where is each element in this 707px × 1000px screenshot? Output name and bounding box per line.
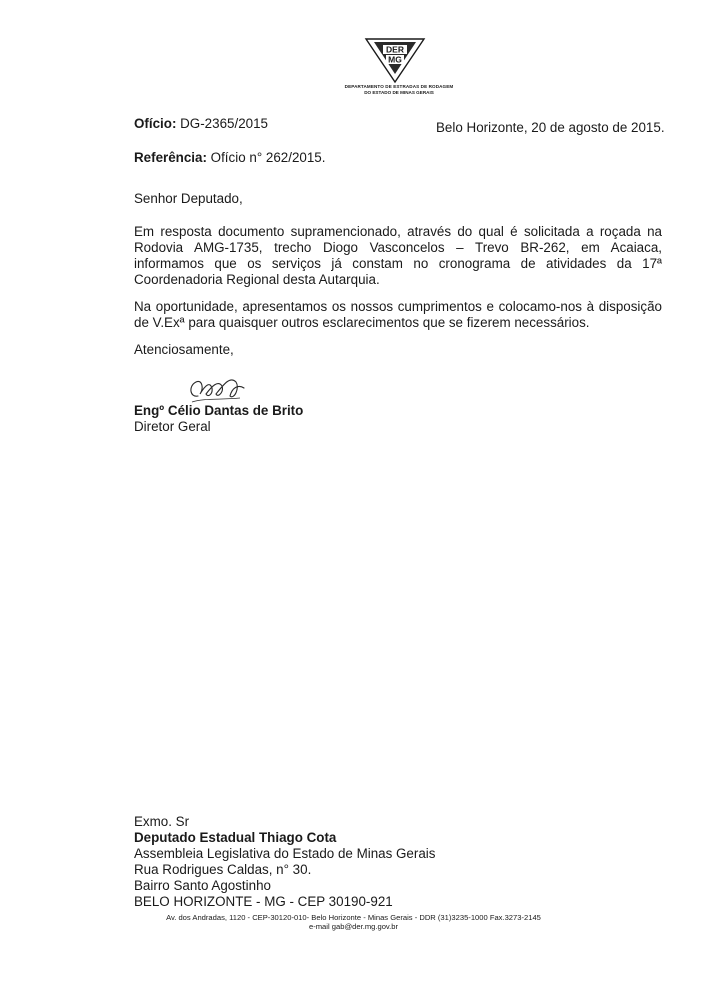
paragraph-2 <box>134 299 662 331</box>
footer-email: e-mail gab@der.mg.gov.br <box>308 922 399 931</box>
paragraph-1-line: informamos que os serviços já constam no cronograma de atividades da 17ª <box>134 256 662 271</box>
oficio-line <box>134 116 268 132</box>
salutation: Senhor Deputado, <box>134 191 243 206</box>
signatory-name: Engº Célio Dantas de Brito <box>134 403 304 418</box>
recipient-name: Deputado Estadual Thiago Cota <box>134 830 337 845</box>
recipient-institution: Assembleia Legislativa do Estado de Minas Gerais <box>134 846 436 861</box>
der-mg-logo <box>340 38 458 98</box>
referencia-line <box>134 150 325 166</box>
logo-mark-der: DER <box>386 44 404 55</box>
oficio-label: Ofício: <box>134 116 177 131</box>
oficio-value: DG-2365/2015 <box>180 116 268 131</box>
recipient-city: BELO HORIZONTE - MG - CEP 30190-921 <box>134 894 393 909</box>
referencia-label: Referência: <box>134 150 207 165</box>
paragraph-1 <box>134 224 662 288</box>
recipient-salutation: Exmo. Sr <box>134 814 190 829</box>
footer-address: Av. dos Andradas, 1120 - CEP-30120-010- Belo Horizonte - Minas Gerais - DDR (31)3235-1000 Fax.3273-2145 <box>166 913 541 922</box>
paragraph-1-line: Rodovia AMG-1735, trecho Diogo Vasconcelos – Trevo BR-262, em Acaiaca, <box>134 240 662 255</box>
der-mg-emblem-icon <box>340 38 458 84</box>
paragraph-1-line: Em resposta documento supramencionado, através do qual é solicitada a roçada na <box>134 224 662 239</box>
logo-mark-mg: MG <box>388 54 402 65</box>
recipient-district: Bairro Santo Agostinho <box>134 878 271 893</box>
paragraph-2-line: Na oportunidade, apresentamos os nossos cumprimentos e colocamo-nos à disposição <box>134 299 662 314</box>
paragraph-2-line: de V.Exª para quaisquer outros esclarecimentos que se fizerem necessários. <box>134 315 590 330</box>
logo-org-line2: DO ESTADO DE MINAS GERAIS <box>364 90 434 95</box>
recipient-street: Rua Rodrigues Caldas, n° 30. <box>134 862 312 877</box>
paragraph-1-line: Coordenadoria Regional desta Autarquia. <box>134 272 380 287</box>
signatory-title: Diretor Geral <box>134 419 211 434</box>
referencia-value: Ofício n° 262/2015. <box>210 150 326 165</box>
logo-org-line1: DEPARTAMENTO DE ESTRADAS DE RODAGEM <box>344 84 454 89</box>
closing: Atenciosamente, <box>134 342 234 357</box>
place-date: Belo Horizonte, 20 de agosto de 2015. <box>436 120 665 135</box>
